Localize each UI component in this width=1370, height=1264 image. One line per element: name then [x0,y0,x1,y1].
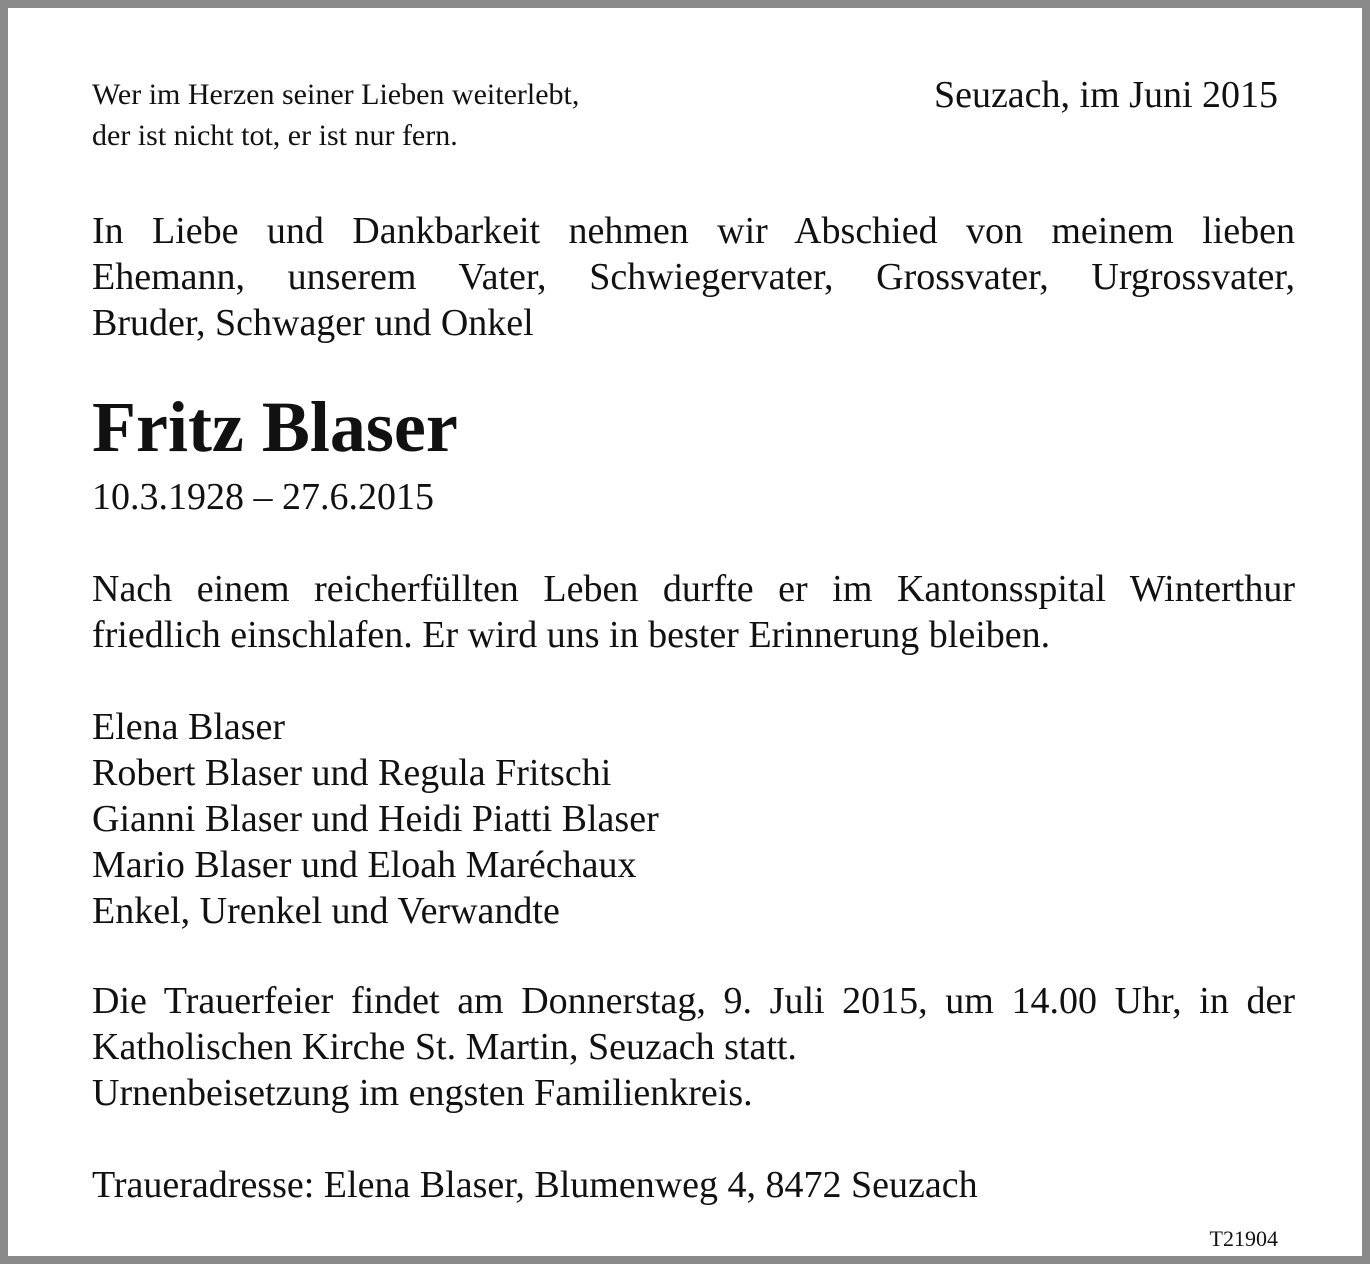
service-line-2: Katholischen Kirche St. Martin, Seuzach statt. [92,1026,797,1068]
intro-line-1: In Liebe und Dankbarkeit nehmen wir Abschied von meinem lieben [92,210,1295,252]
passing-line-2: friedlich einschlafen. Er wird uns in bester Erinnerung bleiben. [92,614,1051,656]
family-member: Enkel, Urenkel und Verwandte [92,890,560,932]
intro-line-3: Bruder, Schwager und Onkel [92,302,534,344]
deceased-name: Fritz Blaser [92,387,458,467]
family-list [92,704,659,934]
motto-line-1: Wer im Herzen seiner Lieben weiterlebt, [92,78,580,111]
family-member: Mario Blaser und Eloah Maréchaux [92,844,637,886]
motto-quote [92,74,579,156]
service-info [92,978,1295,1116]
intro-line-2: Ehemann, unserem Vater, Schwiegervater, Grossvater, Urgrossvater, [92,256,1295,298]
place-date: Seuzach, im Juni 2015 [933,74,1278,116]
passing-paragraph [92,566,1295,658]
passing-line-1: Nach einem reicherfüllten Leben durfte er im Kantonsspital Winterthur [92,568,1295,610]
family-member: Robert Blaser und Regula Fritschi [92,752,612,794]
motto-line-2: der ist nicht tot, er ist nur fern. [92,119,458,152]
family-member: Gianni Blaser und Heidi Piatti Blaser [92,798,659,840]
mourning-address: Traueradresse: Elena Blaser, Blumenweg 4, 8472 Seuzach [92,1164,978,1206]
life-dates: 10.3.1928 – 27.6.2015 [92,476,434,518]
family-member: Elena Blaser [92,706,286,748]
service-line-1: Die Trauerfeier findet am Donnerstag, 9. Juli 2015, um 14.00 Uhr, in der [92,980,1295,1022]
service-line-3: Urnenbeisetzung im engsten Familienkreis. [92,1072,753,1114]
intro-paragraph [92,208,1295,346]
reference-code: T21904 [1209,1226,1278,1251]
